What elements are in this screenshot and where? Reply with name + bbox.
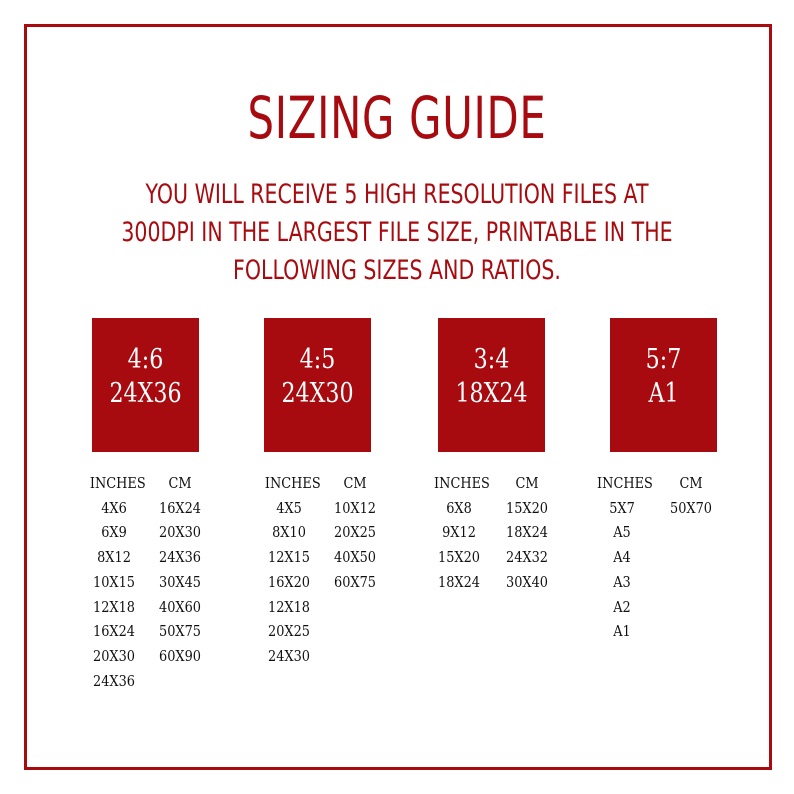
inches-column <box>86 471 146 693</box>
ratio-label: 3:4 <box>473 344 510 375</box>
size-cell: 8X12 <box>97 548 131 567</box>
size-cell: 18X24 <box>437 572 481 591</box>
size-cell: 18X24 <box>505 523 549 542</box>
size-cell: 20X25 <box>267 622 311 641</box>
size-cell: 6X9 <box>101 523 127 542</box>
max-size-label: A1 <box>648 378 679 409</box>
cm-header: CM <box>168 474 192 492</box>
size-cell: 4X5 <box>276 498 302 517</box>
max-size-label: 24X36 <box>109 378 182 409</box>
size-cell: 60X75 <box>333 572 377 591</box>
cm-header: CM <box>343 474 367 492</box>
size-cell: 20X30 <box>92 646 136 665</box>
size-cell: 24X36 <box>92 671 136 690</box>
ratio-card-5-7 <box>610 318 717 452</box>
subtitle-line: YOU WILL RECEIVE 5 HIGH RESOLUTION FILES AT <box>145 179 649 210</box>
size-cell: 10X15 <box>92 572 136 591</box>
size-cell: 9X12 <box>442 523 476 542</box>
size-cell: 50X75 <box>158 622 202 641</box>
size-cell: 20X25 <box>333 523 377 542</box>
size-cell: 4X6 <box>101 498 127 517</box>
size-cell: A2 <box>613 597 631 616</box>
inches-header: INCHES <box>434 474 490 492</box>
size-cell: 24X30 <box>267 646 311 665</box>
ratio-card-3-4 <box>438 318 545 452</box>
ratio-label: 4:6 <box>127 344 164 375</box>
ratio-label: 4:5 <box>299 344 336 375</box>
size-cell: 40X50 <box>333 548 377 567</box>
cm-header: CM <box>679 474 703 492</box>
inches-header: INCHES <box>264 474 321 492</box>
inches-header: INCHES <box>597 474 653 492</box>
size-cell: 10X12 <box>333 498 377 517</box>
subtitle-line: 300DPI IN THE LARGEST FILE SIZE, PRINTABLE IN THE <box>121 217 673 248</box>
ratio-card-4-6 <box>92 318 199 452</box>
size-cell: 20X30 <box>158 523 202 542</box>
size-cell: 60X90 <box>158 646 202 665</box>
max-size-label: 18X24 <box>455 378 528 409</box>
ratio-card-4-5 <box>264 318 371 452</box>
subtitle-line: FOLLOWING SIZES AND RATIOS. <box>233 255 561 286</box>
size-cell: A5 <box>613 523 631 542</box>
cm-header: CM <box>515 474 539 492</box>
page-title: SIZING GUIDE <box>247 84 547 152</box>
size-cell: 8X10 <box>272 523 306 542</box>
cm-column <box>329 471 381 595</box>
inches-header: INCHES <box>89 474 146 492</box>
size-cell: 50X70 <box>669 498 713 517</box>
cm-column <box>154 471 206 669</box>
size-cell: 16X24 <box>92 622 136 641</box>
size-cell: A1 <box>613 622 631 641</box>
ratio-label: 5:7 <box>645 344 682 375</box>
inches-column <box>430 471 488 595</box>
size-cell: A3 <box>613 572 631 591</box>
size-cell: 24X32 <box>505 548 549 567</box>
size-cell: 24X36 <box>158 548 202 567</box>
size-cell: 30X40 <box>505 572 549 591</box>
max-size-label: 24X30 <box>281 378 354 409</box>
size-cell: A4 <box>613 548 631 567</box>
size-cell: 6X8 <box>446 498 472 517</box>
cm-column <box>501 471 553 595</box>
size-cell: 30X45 <box>158 572 202 591</box>
size-cell: 5X7 <box>609 498 635 517</box>
inches-column <box>593 471 651 644</box>
cm-column <box>665 471 717 520</box>
size-cell: 12X15 <box>267 548 311 567</box>
size-cell: 12X18 <box>92 597 136 616</box>
size-cell: 12X18 <box>267 597 311 616</box>
subtitle <box>0 176 794 290</box>
size-cell: 16X24 <box>158 498 202 517</box>
inches-column <box>261 471 321 669</box>
size-cell: 15X20 <box>437 548 481 567</box>
size-cell: 15X20 <box>505 498 549 517</box>
size-cell: 40X60 <box>158 597 202 616</box>
size-cell: 16X20 <box>267 572 311 591</box>
